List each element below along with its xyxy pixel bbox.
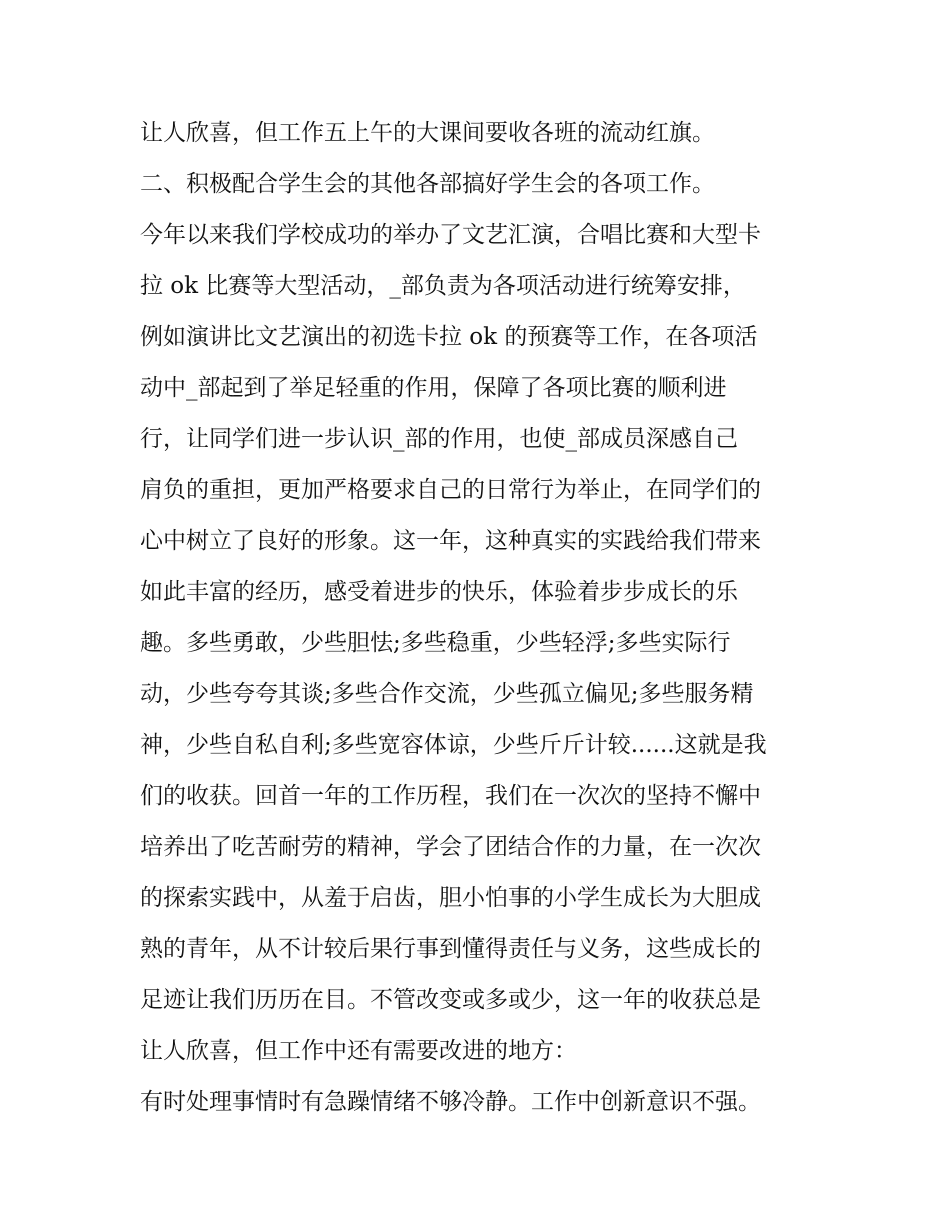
text-line-17: 熟的青年，从不计较后果行事到懂得责任与义务，这些成长的: [140, 936, 761, 962]
text-line-15: 培养出了吃苦耐劳的精神，学会了团结合作的力量，在一次次: [140, 834, 761, 860]
text-line-13: 神，少些自私自利;多些宽容体谅，少些斤斤计较......这就是我: [140, 732, 767, 758]
text-line-6: 动中_部起到了举足轻重的作用，保障了各项比赛的顺利进: [140, 375, 727, 401]
text-line-11: 趣。多些勇敢，少些胆怯;多些稳重，少些轻浮;多些实际行: [140, 630, 731, 656]
text-line-2: 二、积极配合学生会的其他各部搞好学生会的各项工作。: [140, 171, 715, 197]
text-line-8: 肩负的重担，更加严格要求自己的日常行为举止，在同学们的: [140, 477, 761, 503]
text-line-5: 例如演讲比文艺演出的初选卡拉 ok 的预赛等工作，在各项活: [140, 324, 758, 350]
text-line-12: 动，少些夸夸其谈;多些合作交流，少些孤立偏见;多些服务精: [140, 681, 754, 707]
document-body: [140, 108, 820, 1128]
text-line-7: 行，让同学们进一步认识_部的作用，也使_部成员深感自己: [140, 426, 738, 452]
text-line-3: 今年以来我们学校成功的举办了文艺汇演，合唱比赛和大型卡: [140, 222, 761, 248]
text-line-16: 的探索实践中，从羞于启齿，胆小怕事的小学生成长为大胆成: [140, 885, 761, 911]
text-line-4: 拉 ok 比赛等大型活动，_部负责为各项活动进行统筹安排，: [140, 273, 746, 299]
text-line-10: 如此丰富的经历，感受着进步的快乐，体验着步步成长的乐: [140, 579, 738, 605]
text-line-9: 心中树立了良好的形象。这一年，这种真实的实践给我们带来: [140, 528, 761, 554]
text-line-18: 足迹让我们历历在目。不管改变或多或少，这一年的收获总是: [140, 987, 761, 1013]
text-line-19: 让人欣喜，但工作中还有需要改进的地方：: [140, 1038, 577, 1064]
text-line-14: 们的收获。回首一年的工作历程，我们在一次次的坚持不懈中: [140, 783, 761, 809]
text-line-20: 有时处理事情时有急躁情绪不够冷静。工作中创新意识不强。: [140, 1089, 761, 1115]
text-line-1: 让人欣喜，但工作五上午的大课间要收各班的流动红旗。: [140, 120, 715, 146]
